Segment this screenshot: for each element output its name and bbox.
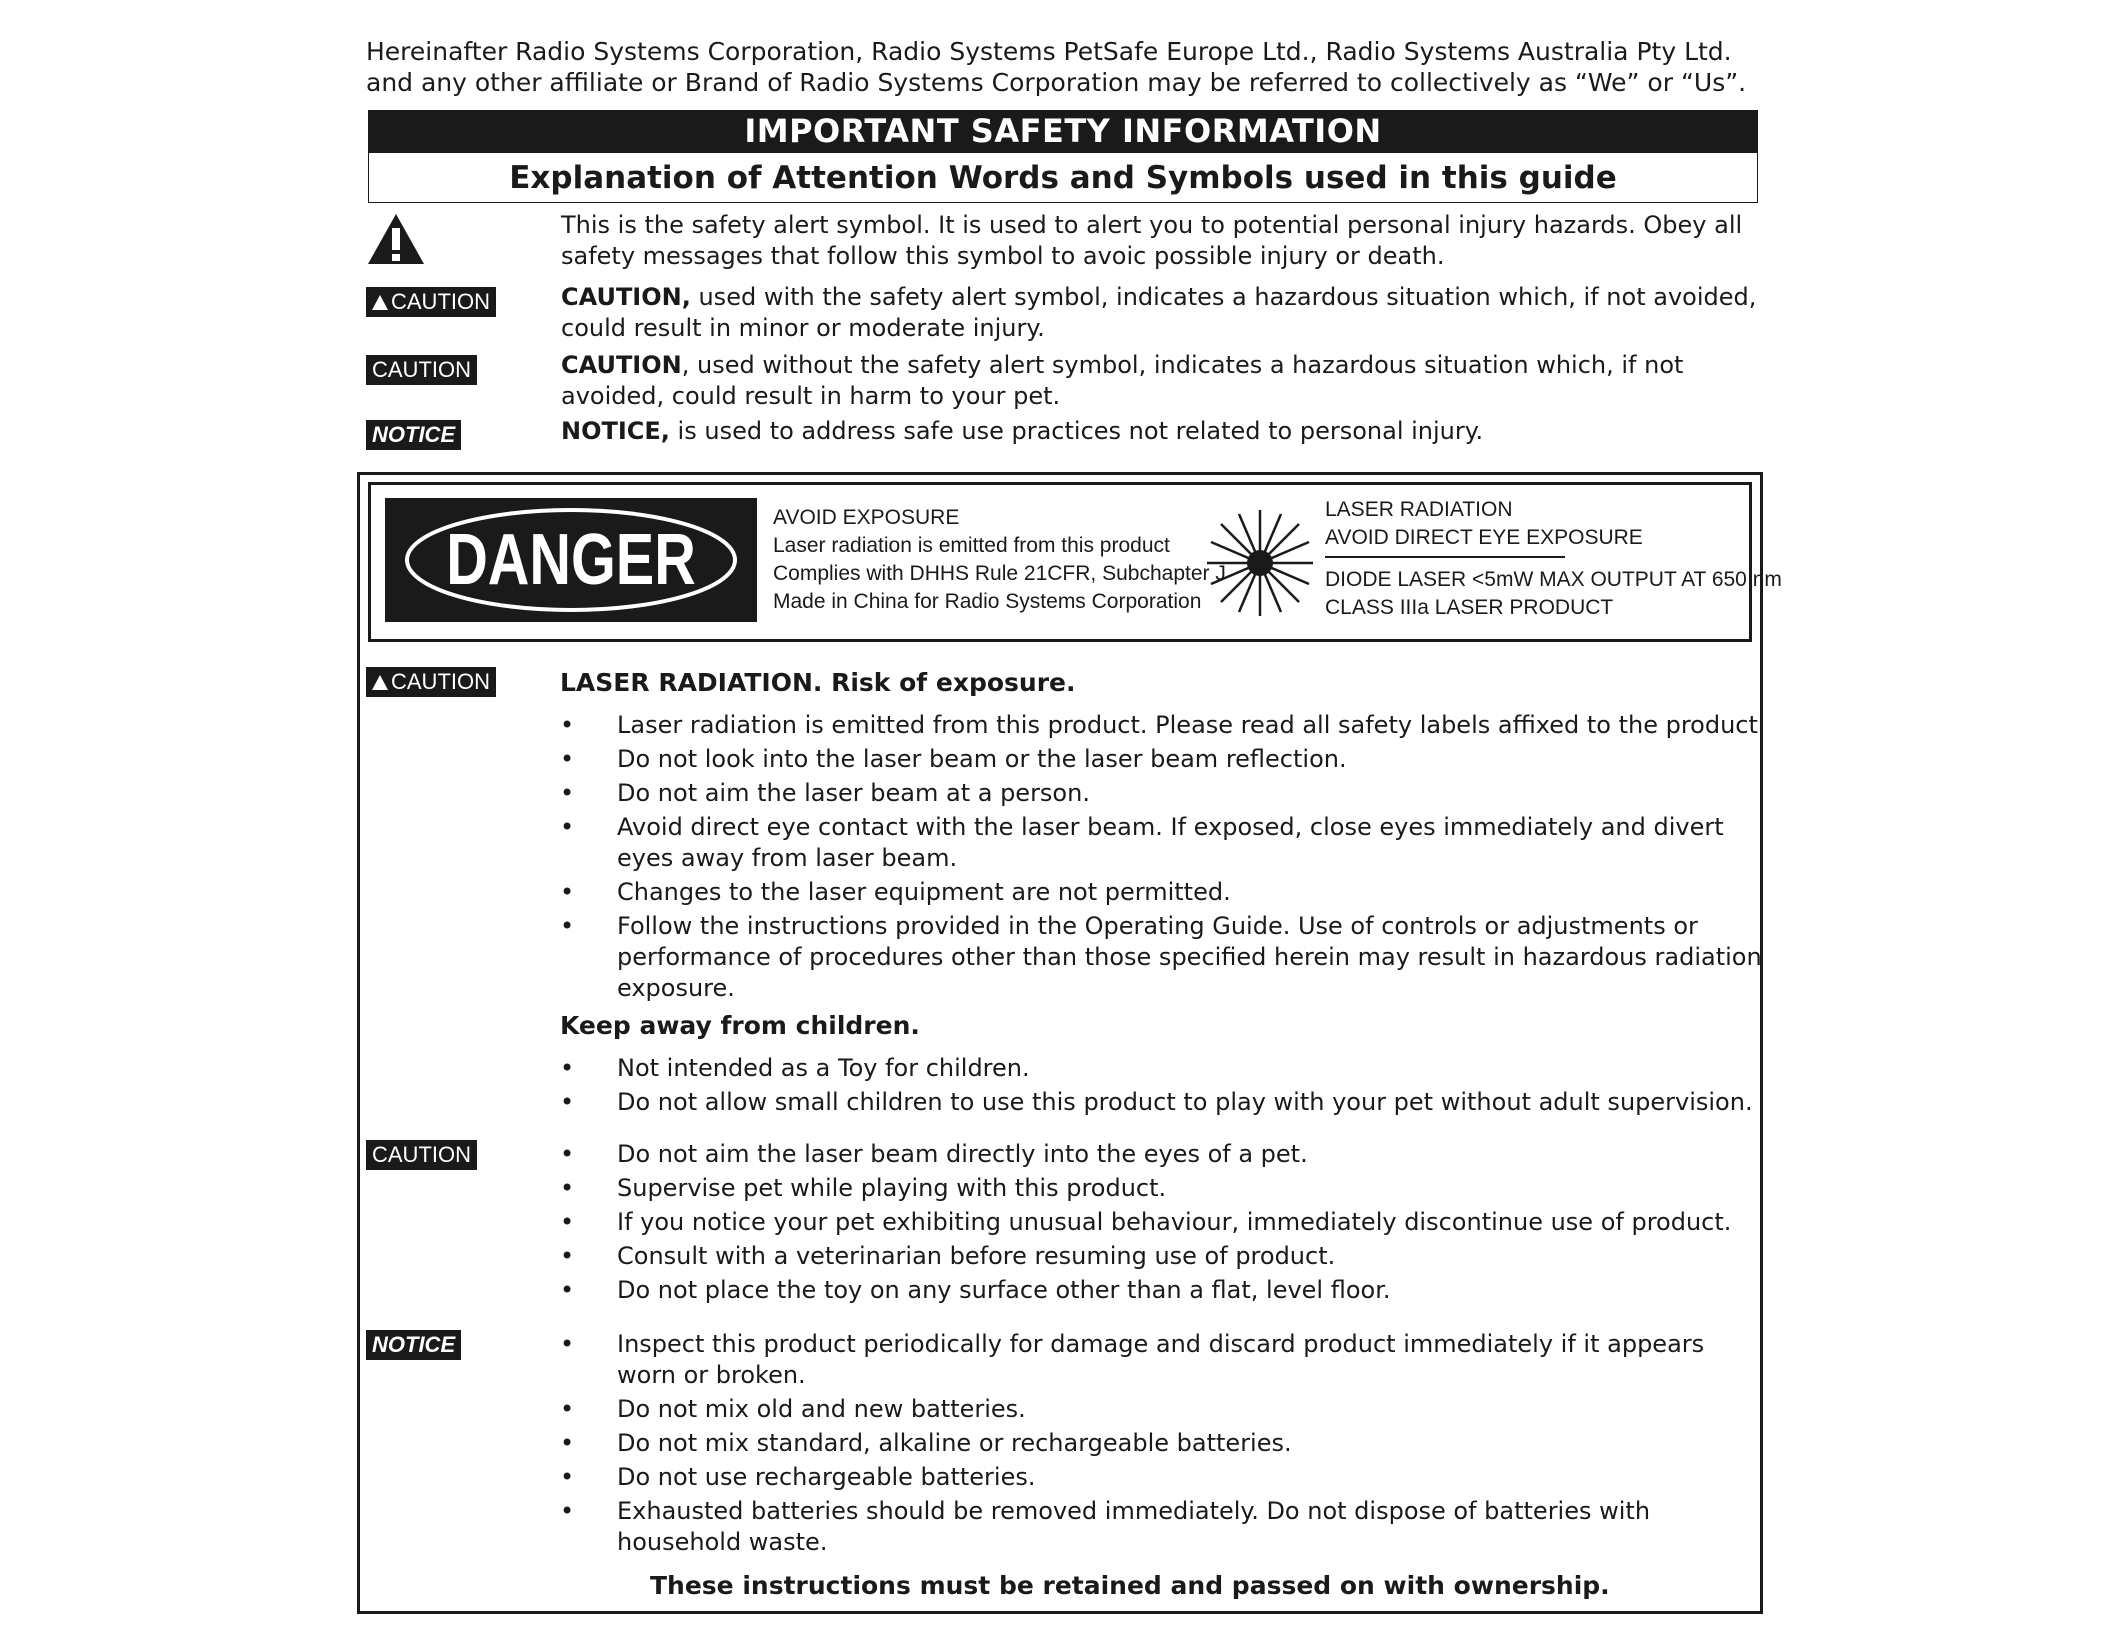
danger-left-text	[773, 504, 1226, 616]
list-item: • Changes to the laser equipment are not permitted.	[560, 877, 1770, 908]
definition: used with the safety alert symbol, indicates a hazardous situation which, if not avoided, could result in minor or moderate injury.	[561, 283, 1757, 342]
list-item: • Laser radiation is emitted from this product. Please read all safety labels affixed to the product.	[560, 710, 1770, 741]
term: NOTICE,	[561, 417, 670, 445]
list-item: • Consult with a veterinarian before resuming use of product.	[560, 1241, 1770, 1272]
list-item: • Inspect this product periodically for damage and discard product immediately if it appears worn or broken.	[560, 1329, 1770, 1391]
laser-radiation-heading: LASER RADIATION. Risk of exposure.	[560, 668, 1076, 697]
danger-divider	[1325, 556, 1565, 558]
notice-badge: NOTICE	[366, 420, 461, 450]
caution-alert-badge	[366, 287, 496, 317]
list-item: • If you notice your pet exhibiting unusual behaviour, immediately discontinue use of product.	[560, 1207, 1770, 1238]
danger-sign	[385, 498, 757, 622]
term: CAUTION,	[561, 283, 691, 311]
legend-alert-text: This is the safety alert symbol. It is used to alert you to potential personal injury hazards. Obey all safety messages that follow this symbol to avoic possible injury or death.	[561, 211, 1743, 270]
list-item: • Do not aim the laser beam at a person.	[560, 778, 1770, 809]
section-notice-badge: NOTICE	[366, 1330, 461, 1360]
list-item: • Do not look into the laser beam or the laser beam reflection.	[560, 744, 1770, 775]
list-item: • Supervise pet while playing with this product.	[560, 1173, 1770, 1204]
alert-triangle-icon	[372, 295, 388, 310]
section-caution-alert-badge	[366, 667, 496, 697]
legend-alert-row	[366, 210, 1766, 274]
danger-right-bottom	[1325, 566, 1782, 622]
danger-line: Made in China for Radio Systems Corporation	[773, 590, 1202, 613]
badge-label: CAUTION	[391, 289, 490, 314]
legend-caution-alert-row	[366, 282, 1766, 346]
list-item: • Exhausted batteries should be removed immediately. Do not dispose of batteries with household waste.	[560, 1496, 1770, 1558]
retain-instructions-note: These instructions must be retained and passed on with ownership.	[650, 1571, 1610, 1600]
notice-bullet-list	[560, 1329, 1770, 1561]
danger-word: DANGER	[446, 520, 696, 600]
page-title: IMPORTANT SAFETY INFORMATION	[368, 110, 1758, 153]
list-item: • Do not place the toy on any surface other than a flat, level floor.	[560, 1275, 1770, 1306]
danger-right-top	[1325, 496, 1643, 552]
section-caution-badge: CAUTION	[366, 1140, 477, 1170]
danger-line: AVOID EXPOSURE	[773, 506, 960, 529]
danger-line: LASER RADIATION	[1325, 498, 1513, 521]
safety-alert-icon	[366, 212, 426, 266]
danger-line: AVOID DIRECT EYE EXPOSURE	[1325, 526, 1643, 549]
list-item: • Do not use rechargeable batteries.	[560, 1462, 1770, 1493]
pet-caution-bullet-list	[560, 1139, 1770, 1309]
legend-caution-alert-text	[561, 282, 1761, 344]
definition: , used without the safety alert symbol, indicates a hazardous situation which, if not avoided, could result in harm to your pet.	[561, 351, 1684, 410]
laser-bullet-list	[560, 710, 1770, 1007]
danger-line: Laser radiation is emitted from this product	[773, 534, 1170, 557]
list-item: • Do not mix old and new batteries.	[560, 1394, 1770, 1425]
legend-caution-row	[366, 350, 1766, 414]
legend-notice-text	[561, 416, 1761, 447]
laser-starburst-icon	[1205, 508, 1315, 618]
danger-line: DIODE LASER <5mW MAX OUTPUT AT 650 nm	[1325, 568, 1782, 591]
children-bullet-list	[560, 1053, 1770, 1121]
legend-notice-row	[366, 416, 1766, 452]
list-item: • Not intended as a Toy for children.	[560, 1053, 1770, 1084]
list-item: • Follow the instructions provided in the Operating Guide. Use of controls or adjustments or performance of procedures other than those specified herein may result in hazardous radiation exposure.	[560, 911, 1770, 1004]
danger-line: CLASS IIIa LASER PRODUCT	[1325, 596, 1614, 619]
list-item: • Do not mix standard, alkaline or rechargeable batteries.	[560, 1428, 1770, 1459]
badge-label: CAUTION	[391, 669, 490, 694]
intro-paragraph: Hereinafter Radio Systems Corporation, Radio Systems PetSafe Europe Ltd., Radio Systems Australia Pty Ltd. and any other affiliate or Brand of Radio Systems Corporation may be referred to collectively as “We” or “Us”.	[366, 37, 1747, 97]
legend-caution-text	[561, 350, 1761, 412]
danger-line: Complies with DHHS Rule 21CFR, Subchapter J	[773, 562, 1226, 585]
definition: is used to address safe use practices not related to personal injury.	[669, 417, 1484, 445]
list-item: • Do not allow small children to use this product to play with your pet without adult supervision.	[560, 1087, 1770, 1118]
term: CAUTION	[561, 351, 682, 379]
list-item: • Do not aim the laser beam directly into the eyes of a pet.	[560, 1139, 1770, 1170]
children-heading: Keep away from children.	[560, 1011, 920, 1040]
section-subtitle: Explanation of Attention Words and Symbols used in this guide	[368, 153, 1758, 203]
alert-triangle-icon	[372, 675, 388, 690]
list-item: • Avoid direct eye contact with the laser beam. If exposed, close eyes immediately and divert eyes away from laser beam.	[560, 812, 1770, 874]
caution-badge: CAUTION	[366, 355, 477, 385]
